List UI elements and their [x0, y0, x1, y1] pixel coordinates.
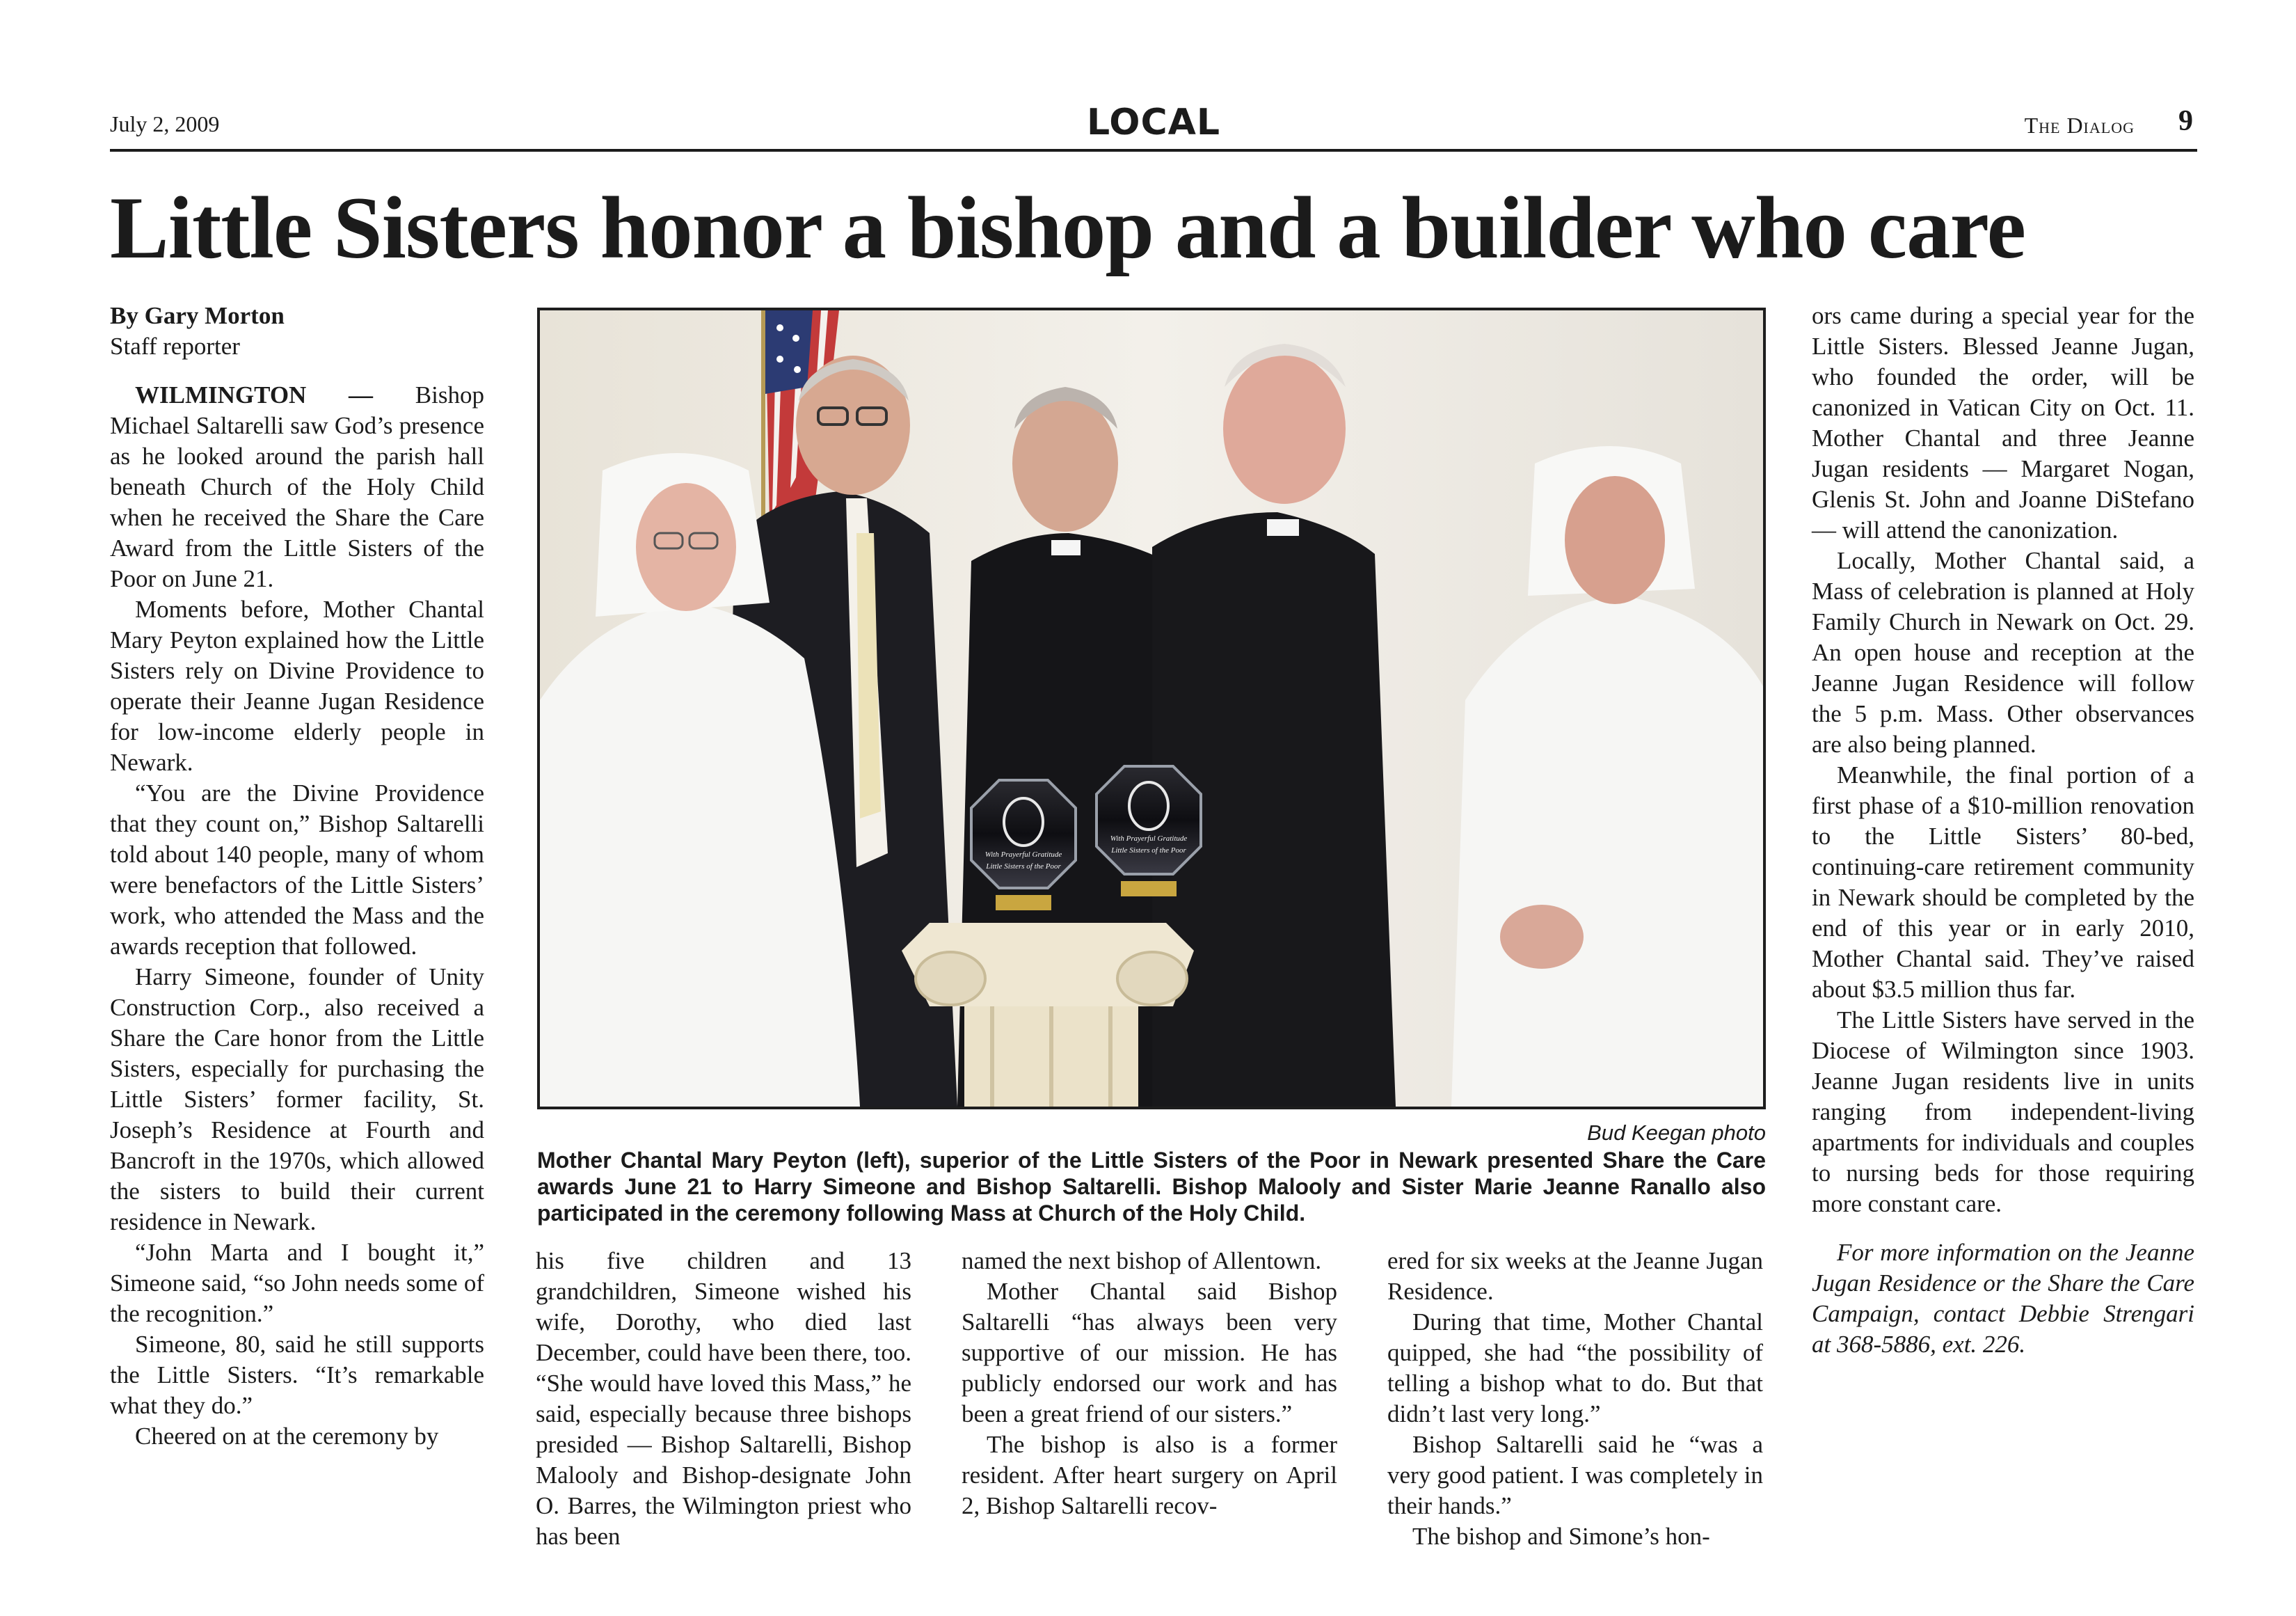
paragraph: The bishop is also is a former resident. After heart surgery on April 2, Bishop Saltarelli recov-	[962, 1431, 1337, 1519]
paragraph: During that time, Mother Chantal quipped, she had “the possibility of telling a bishop what to do. But that didn’t last very long.”	[1387, 1308, 1763, 1427]
info-note: For more information on the Jeanne Jugan Residence or the Share the Care Campaign, contact Debbie Strengari at 368-5886, ext. 226.	[1812, 1239, 2194, 1358]
paragraph: ered for six weeks at the Jeanne Jugan Residence.	[1387, 1247, 1763, 1305]
article-column-3	[536, 1246, 911, 1552]
byline-title: Staff reporter	[110, 333, 240, 360]
award-text-2: Little Sisters of the Poor	[986, 862, 1061, 871]
award-text-1: With Prayerful Gratitude	[1110, 834, 1188, 843]
paragraph: “John Marta and I bought it,” Simeone said, “so John needs some of the recognition.”	[110, 1239, 484, 1327]
dateline: WILMINGTON —	[135, 381, 374, 409]
paragraph: “You are the Divine Providence that they count on,” Bishop Saltarelli told about 140 people, many of whom were benefactors of the Little Sisters’ work, who attended the Mass and the awards reception that followed.	[110, 779, 484, 960]
paragraph: Cheered on at the ceremony by	[135, 1423, 439, 1450]
paragraph: The bishop and Simone’s hon-	[1412, 1523, 1710, 1550]
paragraph: The Little Sisters have served in the Diocese of Wilmington since 1903. Jeanne Jugan residents live in units ranging from independent-living apartments for individuals and couples to nursing beds for those requiring more constant care.	[1812, 1006, 2194, 1217]
page-header	[110, 104, 2197, 149]
paragraph: Meanwhile, the final portion of a first phase of a $10-million renovation to the Little Sisters’ 80-bed, continuing-care retirement community in Newark should be completed by the end of this year or in early 2010, Mother Chantal said. They’ve raised about $3.5 million thus far.	[1812, 761, 2194, 1003]
article-column-4	[962, 1246, 1337, 1521]
award-text-1: With Prayerful Gratitude	[984, 850, 1062, 859]
photo-illustration	[540, 310, 1763, 1107]
photo-credit: Bud Keegan photo	[1587, 1120, 1766, 1145]
paragraph: Mother Chantal said Bishop Saltarelli “has always been very supportive of our mission. He has publicly endorsed our work and has been a great friend of our sisters.”	[962, 1278, 1337, 1427]
paragraph: WILMINGTON — Bishop Michael Saltarelli saw God’s presence as he looked around the parish hall beneath Church of the Holy Child when he received the Share the Care Award from the Little Sisters of the Poor on June 21.	[110, 381, 484, 592]
paragraph: Locally, Mother Chantal said, a Mass of celebration is planned at Holy Family Church in Newark on Oct. 29. An open house and reception at the Jeanne Jugan Residence will follow the 5 p.m. Mass. Other observances are also being planned.	[1812, 547, 2194, 758]
article-column-1	[110, 301, 484, 1452]
paragraph: his five children and 13 grandchildren, Simeone wished his wife, Dorothy, who died last December, could have been there, too. “She would have loved this Mass,” he said, especially because three bishops presided — Bishop Saltarelli, Bishop Malooly and Bishop-designate John O. Barres, the Wilmington priest who has been	[536, 1247, 911, 1550]
publication-name: The Dialog	[2024, 113, 2135, 138]
article-column-6	[1812, 301, 2194, 1360]
paragraph: Harry Simeone, founder of Unity Construction Corp., also received a Share the Care honor from the Little Sisters, especially for purchasing the Little Sisters’ former facility, St. Joseph’s Residence at Fourth and Bancroft in the 1970s, which allowed the sisters to build their current residence in Newark.	[110, 963, 484, 1235]
paragraph: Simeone, 80, said he still supports the Little Sisters. “It’s remarkable what they do.”	[110, 1331, 484, 1419]
paragraph: ors came during a special year for the Little Sisters. Blessed Jeanne Jugan, who founded the order, will be canonized in Vatican City on Oct. 11. Mother Chantal and three Jeanne Jugan residents — Margaret Nogan, Glenis St. John and Joanne DiStefano — will attend the canonization.	[1812, 302, 2194, 544]
article-photo	[537, 308, 1766, 1109]
article-column-5	[1387, 1246, 1763, 1552]
photo-caption: Mother Chantal Mary Peyton (left), superior of the Little Sisters of the Poor in Newark presented Share the Care awards June 21 to Harry Simeone and Bishop Saltarelli. Bishop Malooly and Sister Marie Jeanne Ranallo also participated in the ceremony following Mass at Church of the Holy Child.	[537, 1148, 1766, 1226]
award-text-2: Little Sisters of the Poor	[1111, 846, 1186, 855]
headline: Little Sisters honor a bishop and a builder who care	[110, 180, 2026, 277]
paragraph: named the next bishop of Allentown.	[962, 1247, 1322, 1274]
page-number: 9	[2178, 105, 2193, 137]
paragraph: Bishop Saltarelli said he “was a very good patient. I was completely in their hands.”	[1387, 1431, 1763, 1519]
section-title: LOCAL	[1086, 102, 1221, 143]
issue-date: July 2, 2009	[110, 111, 220, 136]
paragraph: Moments before, Mother Chantal Mary Peyton explained how the Little Sisters rely on Divine Providence to operate their Jeanne Jugan Residence for low-income elderly people in Newark.	[110, 596, 484, 776]
byline-name: By Gary Morton	[110, 302, 285, 329]
header-divider	[110, 149, 2197, 152]
